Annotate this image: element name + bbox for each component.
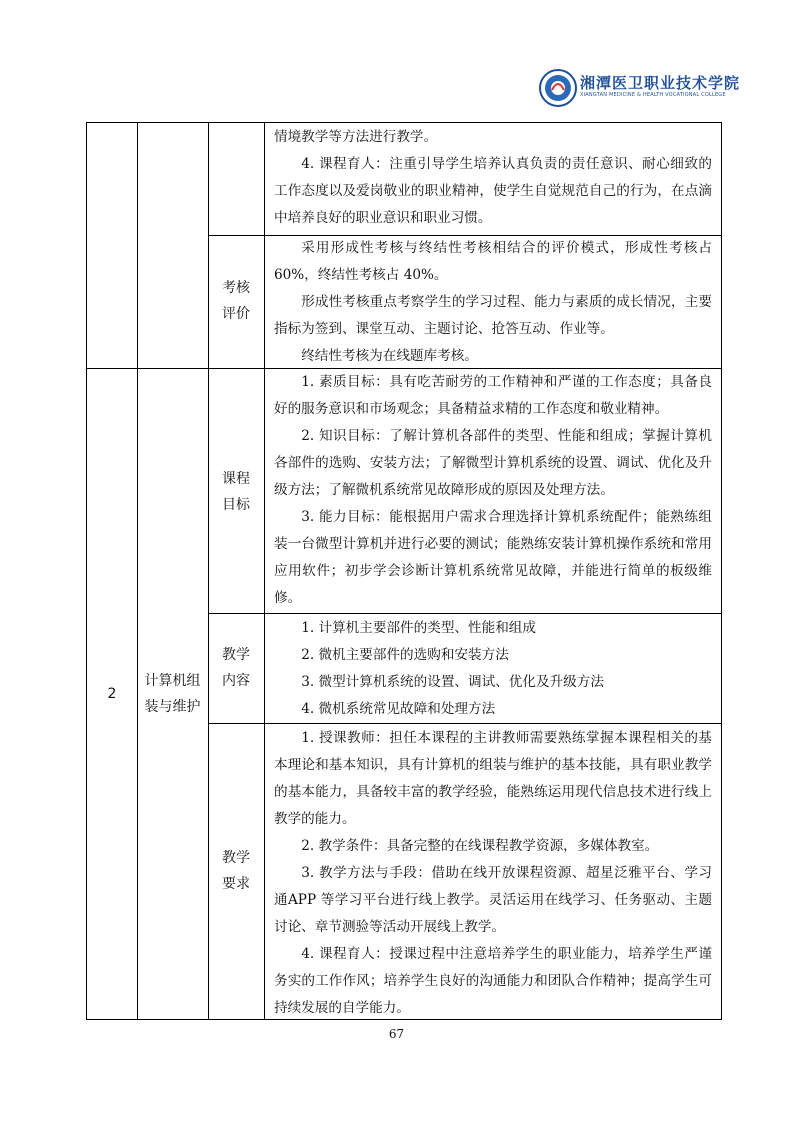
course-name-line2: 装与维护 [144,699,201,715]
requirements-label [208,845,264,897]
requirements-p4: 4. 课程育人：授课过程中注意培养学生的职业能力，培养学生严谨务实的工作作风；培养学生良好的沟通能力和团队合作精神；提高学生可持续发展的自学能力。 [274,946,712,1016]
content-p3: 3. 微型计算机系统的设置、调试、优化及升级方法 [301,674,604,690]
objectives-text [274,369,712,612]
school-name-en: XIANGTAN MEDICINE & HEALTH VOCATIONAL COLLEGE [580,92,726,98]
objectives-p3: 3. 能力目标：能根据用户需求合理选择计算机系统配件；能熟练组装一台微型计算机并进行必要的测试；能熟练安装计算机操作系统和常用应用软件；初步学会诊断计算机系统常见故障，并能进行简单的板级维修。 [274,509,712,606]
assessment-text [274,235,712,370]
course-name-line1: 计算机组 [144,673,201,689]
content-label [208,642,264,694]
objectives-label [208,466,264,518]
objectives-label-line1: 课程 [222,471,250,487]
assessment-p3: 终结性考核为在线题库考核。 [301,348,478,364]
requirements-p2: 2. 教学条件：具备完整的在线课程教学资源，多媒体教室。 [301,838,659,854]
objectives-label-line2: 目标 [222,497,250,513]
requirements-p3: 3. 教学方法与手段：借助在线开放课程资源、超星泛雅平台、学习通APP 等学习平台进行线上教学。灵活运用在线学习、任务驱动、主题讨论、章节测验等活动开展线上教学。 [274,865,712,935]
row2-index: 2 [107,686,117,702]
assessment-p1: 采用形成性考核与终结性考核相结合的评价模式，形成性考核占60%，终结性考核占 40%。 [274,240,712,283]
row1-continued-text [274,124,712,232]
requirements-p1: 1. 授课教师：担任本课程的主讲教师需要熟练掌握本课程相关的基本理论和基本知识，具有计算机的组装与维护的基本技能，具有职业教学的基本能力，具备较丰富的教学经验，能熟练运用现代信息技术进行线上教学的能力。 [274,730,712,827]
content-text [274,615,712,723]
objectives-p2: 2. 知识目标：了解计算机各部件的类型、性能和组成；掌握计算机各部件的选购、安装方法；了解微型计算机系统的设置、调试、优化及升级方法；了解微机系统常见故障形成的原因及处理方法。 [274,428,712,498]
content-p1: 1. 计算机主要部件的类型、性能和组成 [301,620,536,636]
course-table [86,122,722,1020]
assessment-label-line1: 考核 [222,280,250,296]
assessment-label [208,275,264,327]
requirements-label-line1: 教学 [222,850,250,866]
school-name: 湘潭医卫职业技术学院 [580,74,741,92]
assessment-p2: 形成性考核重点考察学生的学习过程、能力与素质的成长情况，主要指标为签到、课堂互动、主题讨论、抢答互动、作业等。 [274,294,712,337]
page-number: 67 [388,1027,405,1041]
content-p4: 4. 微机系统常见故障和处理方法 [301,701,496,717]
requirements-label-line2: 要求 [222,876,250,892]
assessment-label-line2: 评价 [222,306,250,322]
content-label-line2: 内容 [222,673,250,689]
school-emblem-icon [538,68,578,108]
row1-continued-p1: 情境教学等方法进行教学。 [274,129,438,145]
row1-continued-p2: 4. 课程育人：注重引导学生培养认真负责的责任意识、耐心细致的工作态度以及爱岗敬业的职业精神，使学生自觉规范自己的行为，在点滴中培养良好的职业意识和职业习惯。 [274,156,712,226]
content-p2: 2. 微机主要部件的选购和安装方法 [301,647,509,663]
row2-course-name [137,668,208,720]
requirements-text [274,725,712,1022]
content-label-line1: 教学 [222,647,250,663]
objectives-p1: 1. 素质目标：具有吃苦耐劳的工作精神和严谨的工作态度；具备良好的服务意识和市场观念；具备精益求精的工作态度和敬业精神。 [274,374,712,417]
